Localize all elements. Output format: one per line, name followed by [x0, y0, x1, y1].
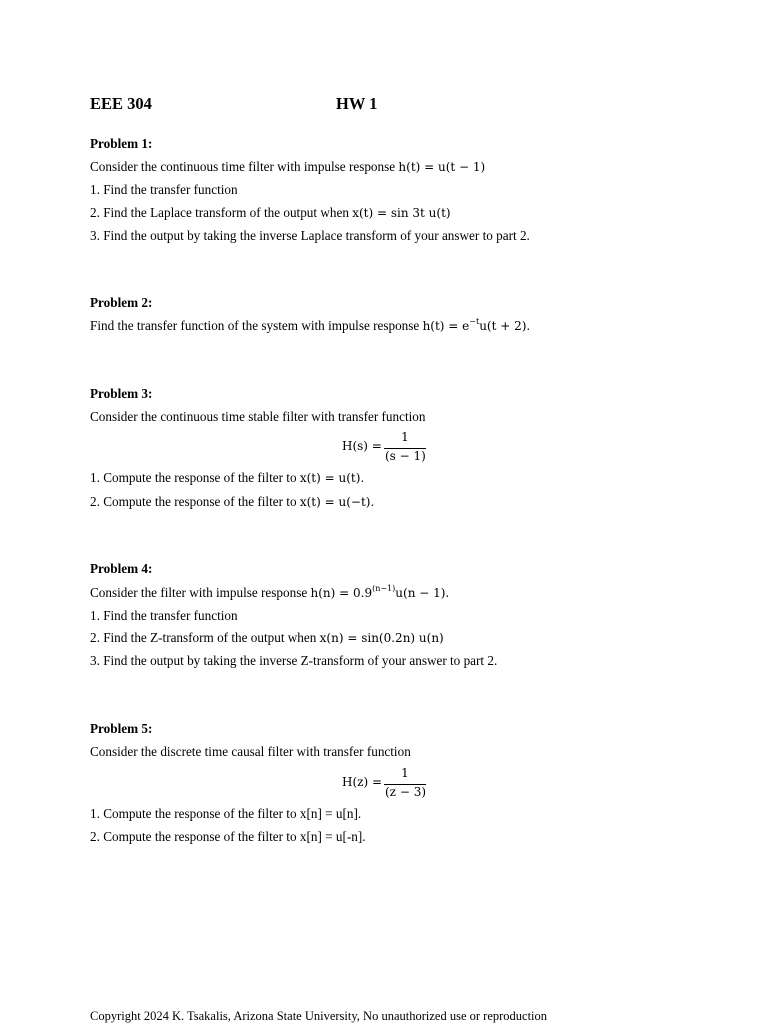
problem-5-item-2-math: x[n] = u[-n].: [299, 829, 366, 844]
problem-1-item-2-math: x(t) = sin 3t u(t): [352, 206, 451, 220]
problem-5-item-1: 1. Compute the response of the filter to x[n] = u[n].: [90, 806, 362, 821]
equation-lhs: H(s) =: [342, 439, 382, 453]
problem-1-item-2: 2. Find the Laplace transform of the output when x(t) = sin 3t u(t): [90, 205, 451, 220]
problem-4-item-3: 3. Find the output by taking the inverse Z-transform of your answer to part 2.: [90, 653, 498, 668]
equation-denominator: (z − 3): [385, 785, 427, 799]
problem-1-item-3: 3. Find the output by taking the inverse Laplace transform of your answer to part 2.: [90, 228, 530, 243]
problem-4-intro: Consider the filter with impulse response $h(n) = 0.9^{(n-1)}u(n - 1)$.: [90, 584, 450, 600]
assignment-title: HW 1: [336, 94, 378, 113]
problem-3-equation: [342, 430, 432, 466]
problem-1-intro-math: h(t) = u(t − 1): [398, 160, 486, 174]
problem-1-title: Problem 1:: [90, 136, 153, 151]
equation-numerator: 1: [401, 430, 409, 444]
problem-5-equation: [342, 766, 432, 802]
problem-3-title: Problem 3:: [90, 386, 153, 401]
problem-4-title: Problem 4:: [90, 561, 153, 576]
problem-3-item-2: 2. Compute the response of the filter to x(t) = u(−t).: [90, 494, 375, 509]
equation-lhs: H(z) =: [342, 775, 383, 789]
problem-5-intro: Consider the discrete time causal filter with transfer function: [90, 744, 411, 759]
problem-5-item-2: 2. Compute the response of the filter to x[n] = u[-n].: [90, 829, 366, 844]
problem-3-item-2-math: x(t) = u(−t).: [299, 495, 375, 509]
problem-4-intro-math: $h(n) = 0.9^{(n-1)}u(n - 1)$.: [310, 584, 450, 600]
problem-4-item-1: 1. Find the transfer function: [90, 608, 238, 623]
problem-5-title: Problem 5:: [90, 721, 153, 736]
problem-2-title: Problem 2:: [90, 295, 153, 310]
problem-3-item-1-math: x(t) = u(t).: [299, 471, 365, 485]
problem-2-intro: Find the transfer function of the system with impulse response $h(t) = e^{-t}u(t + 2)$.: [90, 317, 531, 333]
copyright-footer: Copyright 2024 K. Tsakalis, Arizona State University, No unauthorized use or reproduction: [90, 1009, 548, 1023]
problem-5-item-1-math: x[n] = u[n].: [299, 806, 362, 821]
problem-4-item-2-math: x(n) = sin(0.2n) u(n): [319, 631, 444, 645]
problem-3-intro: Consider the continuous time stable filter with transfer function: [90, 409, 426, 424]
equation-denominator: (s − 1): [385, 449, 426, 463]
problem-1-item-1: 1. Find the transfer function: [90, 182, 238, 197]
equation-numerator: 1: [401, 766, 409, 780]
problem-2-intro-math: $h(t) = e^{-t}u(t + 2)$.: [422, 317, 531, 333]
problem-3-item-1: 1. Compute the response of the filter to x(t) = u(t).: [90, 470, 365, 485]
course-code: EEE 304: [90, 94, 152, 113]
problem-4-item-2: 2. Find the Z-transform of the output when x(n) = sin(0.2n) u(n): [90, 630, 444, 645]
problem-1-intro: Consider the continuous time filter with impulse response h(t) = u(t − 1): [90, 159, 486, 174]
